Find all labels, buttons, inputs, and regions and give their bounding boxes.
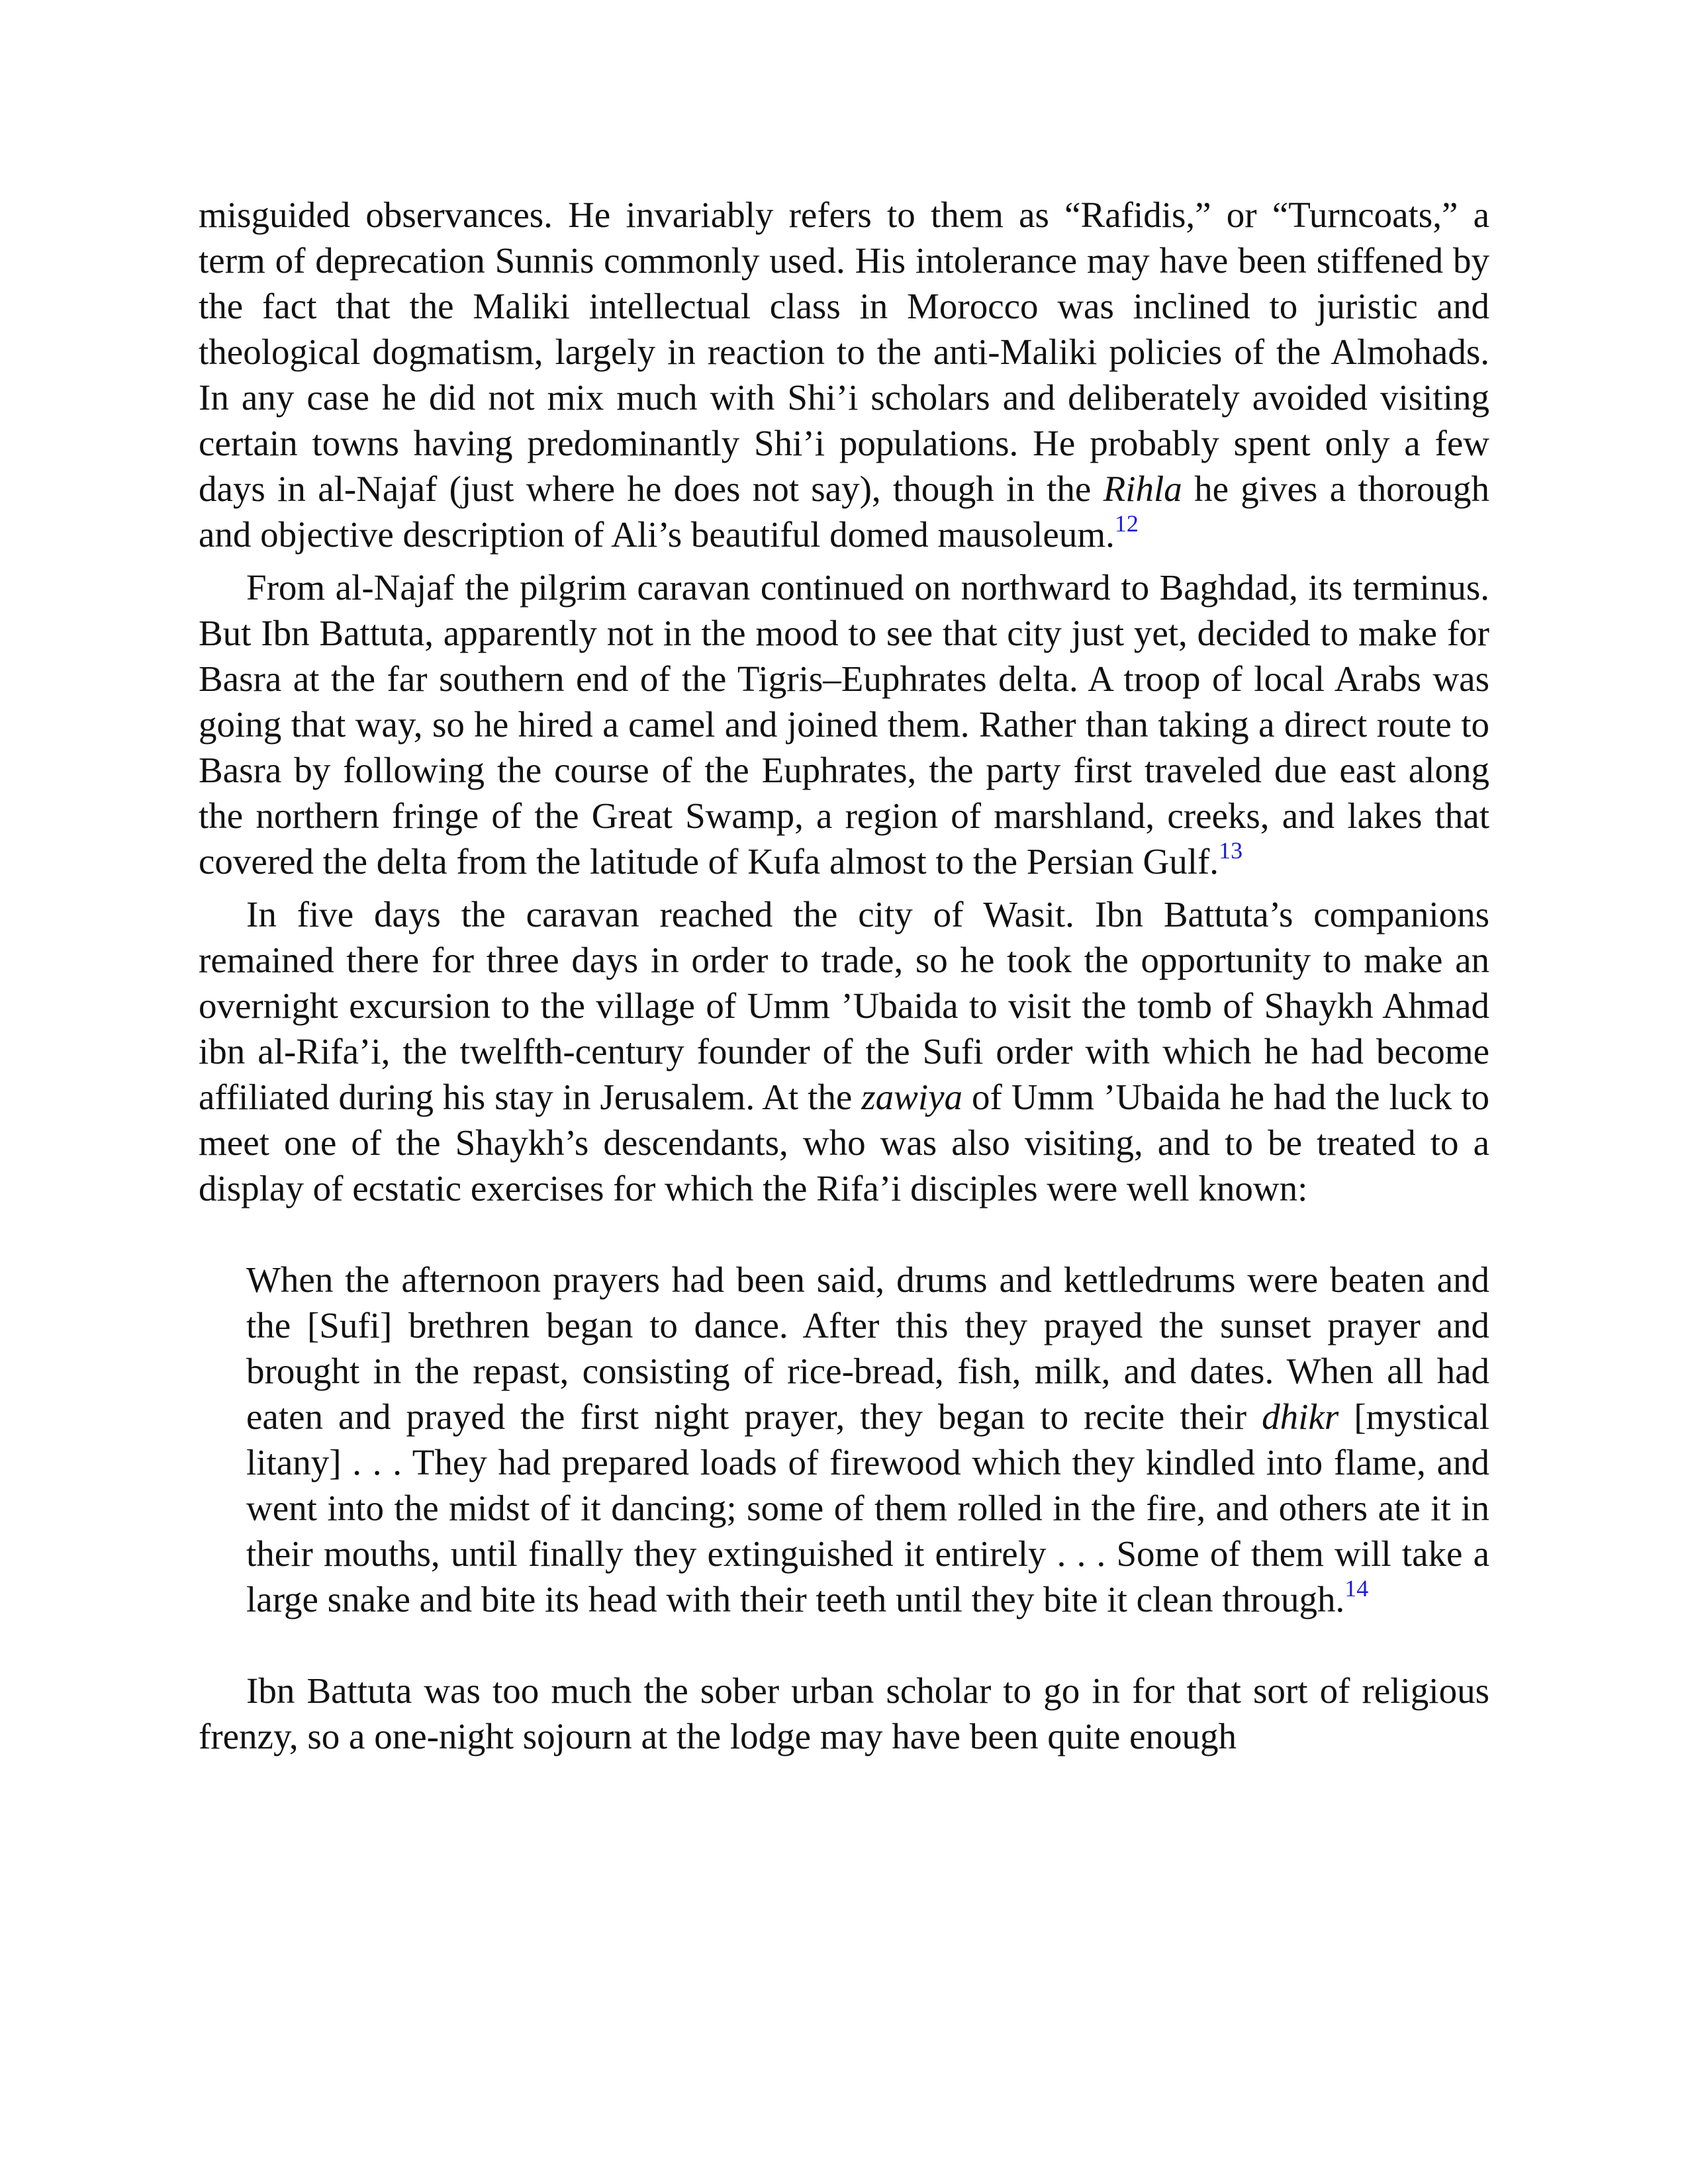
footnote-ref-14[interactable]: 14 xyxy=(1344,1574,1369,1602)
paragraph-wasit xyxy=(199,891,1489,1211)
paragraph-text: In five days the caravan reached the city of Wasit. Ibn Battuta’s companions remained there for three days in order to trade, so he took the opportunity to make an overnight excursion to the village of Umm ’Ubaida to visit the tomb of Shaykh Ahmad ibn al-Rifa’i, the twelfth-century founder of the Sufi order with which he had become affiliated during his stay in Jerusalem. At the xyxy=(199,894,1489,1117)
paragraph-text: of Umm ’Ubaida he had the luck to meet one of the Shaykh’s descendants, who was also visiting, and to be treated to a display of ecstatic exercises for which the Rifa’i disciples were well known: xyxy=(199,1077,1489,1208)
italic-term-dhikr: dhikr xyxy=(1262,1396,1339,1437)
italic-term-rihla: Rihla xyxy=(1103,469,1182,509)
paragraph-text: misguided observances. He invariably refers to them as “Rafidis,” or “Turncoats,” a term of deprecation Sunnis commonly used. His intolerance may have been stiffened by the fact that the Maliki intellectual class in Morocco was inclined to juristic and theological dogmatism, largely in reaction to the anti-Maliki policies of the Almohads. In any case he did not mix much with Shi’i scholars and deliberately avoided visiting certain towns having predominantly Shi’i populations. He probably spent only a few days in al-Najaf (just where he does not say), though in the xyxy=(199,195,1489,509)
quote-text: When the afternoon prayers had been said, drums and kettledrums were beaten and the [Sufi] brethren began to dance. After this they prayed the sunset prayer and brought in the repast, consisting of rice-bread, fish, milk, and dates. When all had eaten and prayed the first night prayer, they began to recite their xyxy=(246,1259,1489,1437)
paragraph-najaf-to-basra xyxy=(199,565,1489,884)
paragraph-text: he gives a thorough and objective description of Ali’s beautiful domed mausoleum. xyxy=(199,469,1490,555)
paragraph-text: Ibn Battuta was too much the sober urban scholar to go in for that sort of religious frenzy, so a one-night sojourn at the lodge may have been quite enough xyxy=(199,1670,1489,1756)
italic-term-zawiya: zawiya xyxy=(861,1077,963,1117)
footnote-ref-12[interactable]: 12 xyxy=(1114,510,1139,537)
page-body xyxy=(199,192,1489,1759)
block-quote xyxy=(246,1257,1489,1622)
footnote-ref-13[interactable]: 13 xyxy=(1219,837,1243,864)
paragraph-continued xyxy=(199,192,1489,557)
quote-text: [mystical litany] . . . They had prepared loads of firewood which they kindled into flame, and went into the midst of it dancing; some of them rolled in the fire, and others ate it in their mouths, until finally they extinguished it entirely . . . Some of them will take a large snake and bite its head with their teeth until they bite it clean through. xyxy=(246,1396,1489,1619)
paragraph-text: From al-Najaf the pilgrim caravan continued on northward to Baghdad, its terminus. But Ibn Battuta, apparently not in the mood to see that city just yet, decided to make for Basra at the far southern end of the Tigris–Euphrates delta. A troop of local Arabs was going that way, so he hired a camel and joined them. Rather than taking a direct route to Basra by following the course of the Euphrates, the party first traveled due east along the northern fringe of the Great Swamp, a region of marshland, creeks, and lakes that covered the delta from the latitude of Kufa almost to the Persian Gulf. xyxy=(199,567,1489,882)
paragraph-sober-scholar xyxy=(199,1668,1489,1759)
